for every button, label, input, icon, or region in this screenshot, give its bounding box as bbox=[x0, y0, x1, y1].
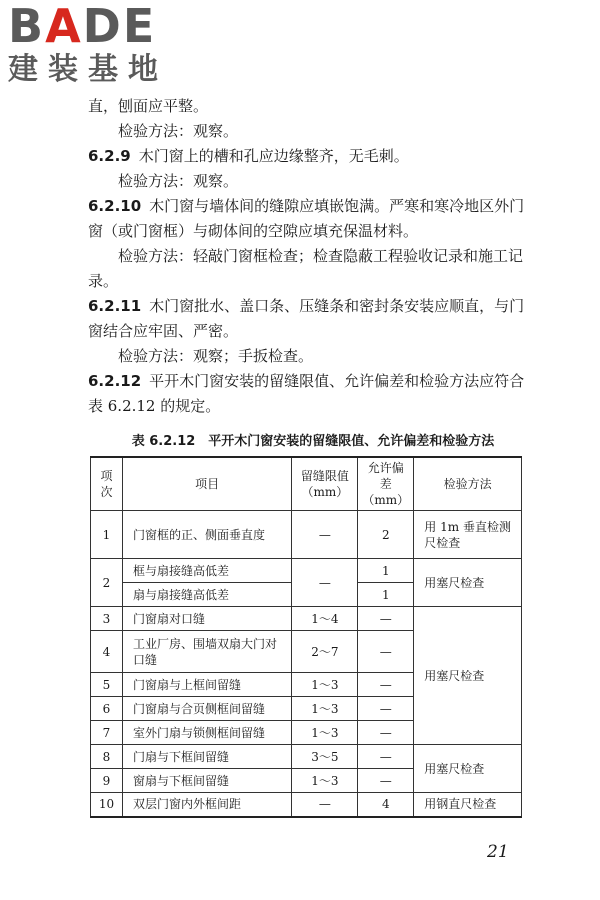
row-item: 框与扇接缝高低差 bbox=[122, 559, 291, 583]
row-no: 10 bbox=[91, 793, 123, 817]
row-deviation: 4 bbox=[358, 793, 414, 817]
row-deviation: — bbox=[358, 697, 414, 721]
row-gap: — bbox=[292, 793, 358, 817]
row-deviation: 2 bbox=[358, 511, 414, 559]
logo-letter-b: B bbox=[8, 0, 46, 53]
tolerance-table bbox=[90, 456, 522, 818]
logo-letters-de: DE bbox=[82, 0, 157, 53]
row-gap: 1～4 bbox=[292, 607, 358, 631]
row-gap: 1～3 bbox=[292, 721, 358, 745]
row-gap: 1～3 bbox=[292, 769, 358, 793]
row-item: 扇与扇接缝高低差 bbox=[122, 583, 291, 607]
clause-6-2-11 bbox=[88, 294, 538, 344]
row-item: 窗扇与下框间留缝 bbox=[122, 769, 291, 793]
inspection-method: 检验方法：轻敲门窗框检查；检查隐蔽工程验收记录和施工记录。 bbox=[88, 247, 524, 290]
clause-number: 6.2.10 bbox=[88, 197, 142, 215]
clause-6-2-12 bbox=[88, 369, 538, 419]
clause-text: 木门窗上的槽和孔应边缘整齐，无毛刺。 bbox=[138, 147, 409, 165]
inspection-method: 检验方法：观察；手扳检查。 bbox=[118, 347, 314, 365]
clause-text: 木门窗与墙体间的缝隙应填嵌饱满。严寒和寒冷地区外门窗（或门窗框）与砌体间的空隙应填充保温材料。 bbox=[88, 197, 525, 240]
row-deviation: — bbox=[358, 631, 414, 673]
row-gap: 1～3 bbox=[292, 673, 358, 697]
page-number: 21 bbox=[487, 842, 509, 862]
row-no: 9 bbox=[91, 769, 123, 793]
row-deviation: — bbox=[358, 769, 414, 793]
header-deviation: 允许偏差（mm） bbox=[358, 457, 414, 511]
row-deviation: — bbox=[358, 721, 414, 745]
table-row bbox=[91, 559, 522, 583]
row-method: 用塞尺检查 bbox=[414, 607, 522, 745]
row-no: 4 bbox=[91, 631, 123, 673]
row-deviation: 1 bbox=[358, 583, 414, 607]
row-no: 5 bbox=[91, 673, 123, 697]
row-method: 用塞尺检查 bbox=[414, 745, 522, 793]
table-header-row bbox=[91, 457, 522, 511]
row-deviation: 1 bbox=[358, 559, 414, 583]
header-method: 检验方法 bbox=[414, 457, 522, 511]
row-item: 门窗扇与合页侧框间留缝 bbox=[122, 697, 291, 721]
table-row bbox=[91, 511, 522, 559]
row-no: 3 bbox=[91, 607, 123, 631]
row-deviation: — bbox=[358, 745, 414, 769]
row-deviation: — bbox=[358, 673, 414, 697]
row-item: 室外门扇与锁侧框间留缝 bbox=[122, 721, 291, 745]
row-no: 2 bbox=[91, 559, 123, 607]
logo-letter-a: A bbox=[45, 0, 83, 53]
row-item: 门窗扇对口缝 bbox=[122, 607, 291, 631]
row-item: 工业厂房、围墙双扇大门对口缝 bbox=[122, 631, 291, 673]
header-no: 项次 bbox=[91, 457, 123, 511]
row-gap: — bbox=[292, 511, 358, 559]
row-item: 门扇与下框间留缝 bbox=[122, 745, 291, 769]
table-row bbox=[91, 793, 522, 817]
logo-wordmark bbox=[8, 0, 178, 53]
table-title: 表 6.2.12 平开木门窗安装的留缝限值、允许偏差和检验方法 bbox=[131, 434, 495, 449]
clause-text: 木门窗批水、盖口条、压缝条和密封条安装应顺直，与门窗结合应牢固、严密。 bbox=[88, 297, 525, 340]
paragraph-continuation: 直，刨面应平整。 bbox=[88, 97, 209, 115]
clause-number: 6.2.12 bbox=[88, 372, 142, 390]
table-row bbox=[91, 745, 522, 769]
row-no: 6 bbox=[91, 697, 123, 721]
row-gap: 1～3 bbox=[292, 697, 358, 721]
row-item: 门窗框的正、侧面垂直度 bbox=[122, 511, 291, 559]
row-gap: — bbox=[292, 559, 358, 607]
row-no: 7 bbox=[91, 721, 123, 745]
row-item: 门窗扇与上框间留缝 bbox=[122, 673, 291, 697]
row-item: 双层门窗内外框间距 bbox=[122, 793, 291, 817]
row-method: 用 1m 垂直检测尺检查 bbox=[414, 511, 522, 559]
clause-text: 平开木门窗安装的留缝限值、允许偏差和检验方法应符合表 6.2.12 的规定。 bbox=[88, 372, 525, 415]
row-deviation: — bbox=[358, 607, 414, 631]
logo-subtitle: 建装基地 bbox=[8, 52, 168, 87]
table-row bbox=[91, 607, 522, 631]
row-no: 1 bbox=[91, 511, 123, 559]
row-gap: 3～5 bbox=[292, 745, 358, 769]
header-gap: 留缝限值（mm） bbox=[292, 457, 358, 511]
inspection-method: 检验方法：观察。 bbox=[118, 172, 239, 190]
row-no: 8 bbox=[91, 745, 123, 769]
inspection-method: 检验方法：观察。 bbox=[118, 122, 239, 140]
clause-number: 6.2.11 bbox=[88, 297, 142, 315]
header-item: 项目 bbox=[122, 457, 291, 511]
row-gap: 2～7 bbox=[292, 631, 358, 673]
row-method: 用钢直尺检查 bbox=[414, 793, 522, 817]
bade-logo bbox=[8, 2, 178, 92]
body-text bbox=[88, 94, 538, 419]
clause-number: 6.2.9 bbox=[88, 147, 131, 165]
row-method: 用塞尺检查 bbox=[414, 559, 522, 607]
clause-6-2-9 bbox=[88, 144, 538, 169]
clause-6-2-10 bbox=[88, 194, 538, 244]
